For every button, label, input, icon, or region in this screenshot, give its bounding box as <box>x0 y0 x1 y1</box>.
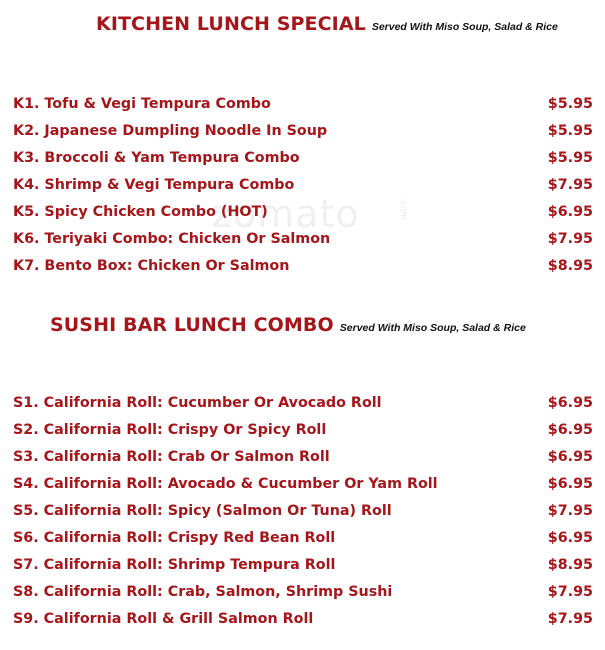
item-name: K2. Japanese Dumpling Noodle In Soup <box>13 123 328 139</box>
item-name: S6. California Roll: Crispy Red Bean Roll <box>13 530 336 546</box>
item-name: S8. California Roll: Crab, Salmon, Shrimp Sushi <box>13 584 393 600</box>
sushi-section-header <box>50 314 526 336</box>
menu-item <box>0 475 605 502</box>
menu-item <box>0 203 605 230</box>
item-price: $7.95 <box>547 503 593 519</box>
menu-item <box>0 583 605 610</box>
menu-item <box>0 176 605 203</box>
item-name: S7. California Roll: Shrimp Tempura Roll <box>13 557 336 573</box>
item-price: $5.95 <box>547 150 593 166</box>
item-price: $7.95 <box>547 584 593 600</box>
item-price: $7.95 <box>547 177 593 193</box>
menu-item <box>0 502 605 529</box>
item-price: $6.95 <box>547 204 593 220</box>
item-name: S2. California Roll: Crispy Or Spicy Roll <box>13 422 327 438</box>
menu-item <box>0 556 605 583</box>
kitchen-section-title: KITCHEN LUNCH SPECIAL <box>96 13 366 35</box>
item-price: $6.95 <box>547 422 593 438</box>
item-price: $5.95 <box>547 96 593 112</box>
item-name: K4. Shrimp & Vegi Tempura Combo <box>13 177 295 193</box>
item-price: $6.95 <box>547 449 593 465</box>
menu-item <box>0 529 605 556</box>
watermark: zomato <box>212 192 360 236</box>
menu-item <box>0 394 605 421</box>
kitchen-menu-list <box>0 95 605 284</box>
item-price: $6.95 <box>547 530 593 546</box>
kitchen-section-subtitle: Served With Miso Soup, Salad & Rice <box>371 21 558 33</box>
sushi-menu-list <box>0 394 605 637</box>
item-name: S9. California Roll & Grill Salmon Roll <box>13 611 314 627</box>
item-price: $5.95 <box>547 123 593 139</box>
item-name: K1. Tofu & Vegi Tempura Combo <box>13 96 271 112</box>
item-name: K3. Broccoli & Yam Tempura Combo <box>13 150 300 166</box>
menu-item <box>0 448 605 475</box>
item-name: S1. California Roll: Cucumber Or Avocado Roll <box>13 395 382 411</box>
menu-item <box>0 421 605 448</box>
menu-item <box>0 95 605 122</box>
menu-item <box>0 149 605 176</box>
menu-item <box>0 122 605 149</box>
menu-item <box>0 257 605 284</box>
item-name: K6. Teriyaki Combo: Chicken Or Salmon <box>13 231 331 247</box>
item-name: S5. California Roll: Spicy (Salmon Or Tuna) Roll <box>13 503 392 519</box>
sushi-section-subtitle: Served With Miso Soup, Salad & Rice <box>339 322 526 334</box>
item-price: $6.95 <box>547 476 593 492</box>
item-price: $8.95 <box>547 557 593 573</box>
item-price: $6.95 <box>547 395 593 411</box>
item-name: S4. California Roll: Avocado & Cucumber Or Yam Roll <box>13 476 438 492</box>
item-price: $8.95 <box>547 258 593 274</box>
item-name: K7. Bento Box: Chicken Or Salmon <box>13 258 290 274</box>
sushi-section-title: SUSHI BAR LUNCH COMBO <box>50 314 334 336</box>
item-price: $7.95 <box>547 231 593 247</box>
item-name: K5. Spicy Chicken Combo (HOT) <box>13 204 268 220</box>
menu-item <box>0 230 605 257</box>
watermark-domain: .com <box>398 197 409 221</box>
item-price: $7.95 <box>547 611 593 627</box>
menu-item <box>0 610 605 637</box>
kitchen-section-header <box>96 13 558 35</box>
item-name: S3. California Roll: Crab Or Salmon Roll <box>13 449 330 465</box>
